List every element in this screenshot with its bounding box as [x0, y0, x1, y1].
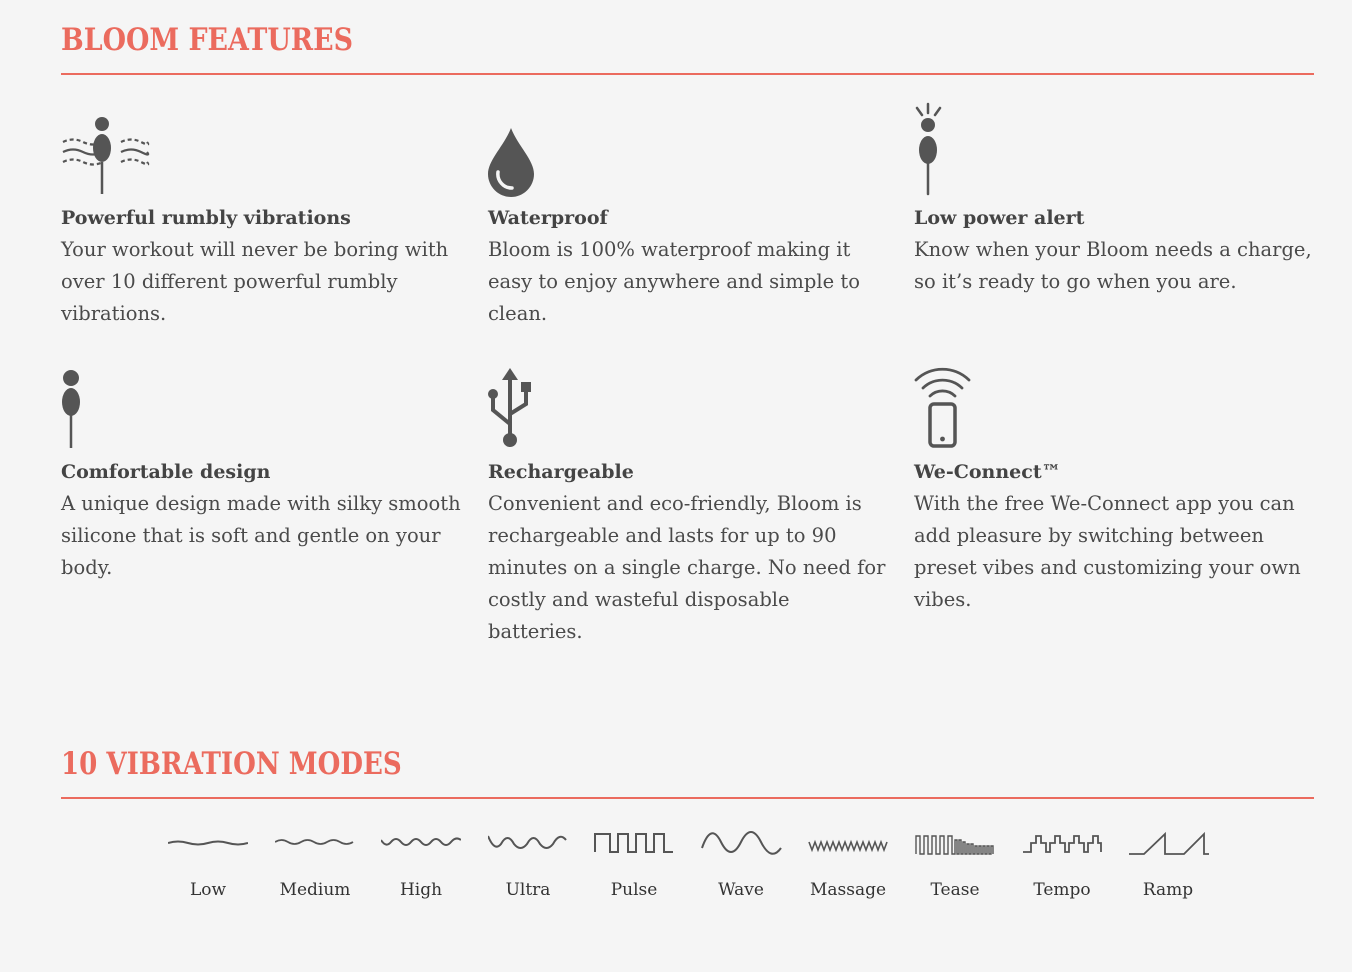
feature-text: Bloom is 100% waterproof making it easy to enjoy anywhere and simple to clean.: [488, 238, 860, 325]
mode-label: Tease: [930, 880, 980, 900]
wave-icon: [701, 828, 783, 858]
tease-wave-icon: [915, 828, 995, 858]
feature-text: With the free We-Connect app you can add pleasure by switching between preset vibes and customizing your own vibes.: [914, 492, 1301, 611]
feature-title: Powerful rumbly vibrations: [61, 207, 351, 229]
feature-title: Comfortable design: [61, 461, 271, 483]
ramp-wave-icon: [1128, 828, 1210, 858]
ultra-wave-icon: [488, 828, 568, 858]
feature-title: Waterproof: [488, 207, 608, 229]
feature-title: We-Connect™: [914, 461, 1061, 483]
modes-title: 10 VIBRATION MODES: [61, 746, 402, 782]
phone-wifi-icon: [914, 366, 974, 454]
high-wave-icon: [381, 828, 461, 858]
feature-title: Rechargeable: [488, 461, 634, 483]
vibration-modes: [0, 820, 1352, 920]
low-wave-icon: [168, 828, 248, 858]
mode-label: Medium: [279, 880, 351, 900]
features-title: BLOOM FEATURES: [61, 22, 353, 58]
mode-label: Massage: [809, 880, 887, 900]
mode-label: Pulse: [610, 880, 658, 900]
water-drop-icon: [488, 112, 538, 202]
mode-label: Low: [189, 880, 227, 900]
modes-divider: [61, 797, 1314, 799]
usb-icon: [488, 366, 534, 454]
mode-label: Tempo: [1033, 880, 1091, 900]
medium-wave-icon: [275, 828, 355, 858]
mode-label: Wave: [718, 880, 764, 900]
features-divider: [61, 73, 1314, 75]
massage-wave-icon: [808, 828, 888, 858]
mode-label: Ultra: [505, 880, 551, 900]
feature-text: Know when your Bloom needs a charge, so it’s ready to go when you are.: [914, 238, 1312, 293]
feature-title: Low power alert: [914, 207, 1085, 229]
low-power-alert-icon: [914, 102, 954, 202]
kegel-balls-icon: [61, 366, 91, 454]
mode-label: Ramp: [1142, 880, 1194, 900]
feature-text: A unique design made with silky smooth silicone that is soft and gentle on your body.: [61, 492, 461, 579]
tempo-wave-icon: [1022, 828, 1102, 858]
feature-text: Convenient and eco-friendly, Bloom is rechargeable and lasts for up to 90 minutes on a single charge. No need for costly and wasteful disposable batteries.: [488, 492, 886, 643]
feature-text: Your workout will never be boring with over 10 different powerful rumbly vibrations.: [61, 238, 449, 325]
vibration-icon: [61, 112, 151, 202]
pulse-wave-icon: [594, 828, 674, 858]
mode-label: High: [399, 880, 443, 900]
